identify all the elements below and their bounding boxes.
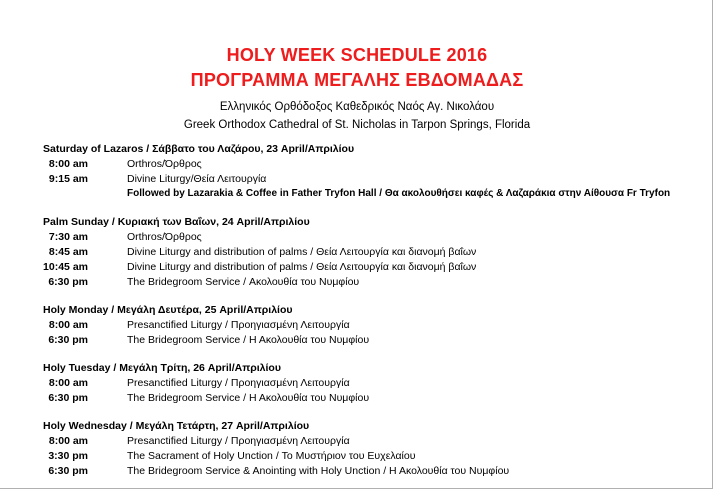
service-name: Divine Liturgy/Θεία Λειτουργία — [127, 173, 267, 185]
day-heading-holy-monday: Holy Monday / Μεγάλη Δευτέρα, 25 April/Απριλίου — [43, 304, 293, 316]
service-time: 8:00 am — [48, 158, 88, 170]
day-heading-holy-wednesday: Holy Wednesday / Μεγάλη Τετάρτη, 27 April/Απριλίου — [43, 420, 310, 432]
schedule-row — [0, 188, 714, 202]
service-name: Orthros/Όρθρος — [127, 158, 202, 170]
service-time: 6:30 pm — [48, 392, 88, 404]
church-name-greek: Ελληνικός Ορθόδοξος Καθεδρικός Ναός Αγ. Νικολάου — [219, 101, 495, 113]
service-name: The Sacrament of Holy Unction / Το Μυστήριον του Ευχελαίου — [127, 450, 416, 462]
schedule-row — [0, 435, 714, 449]
service-note: Followed by Lazarakia & Coffee in Father Tryfon Hall / Θα ακολουθήσει καφές & Λαζαράκια στην Αίθουσα Fr Tryfon — [127, 188, 671, 199]
schedule-row — [0, 173, 714, 187]
service-name: Presanctified Liturgy / Προηγιασμένη Λειτουργία — [127, 319, 350, 331]
schedule-row — [0, 246, 714, 260]
service-time: 8:45 am — [48, 246, 88, 258]
schedule-title-english: HOLY WEEK SCHEDULE 2016 — [226, 45, 488, 65]
service-time: 6:30 pm — [48, 276, 88, 288]
service-name: The Bridegroom Service & Anointing with Holy Unction / Η Ακολουθία του Νυμφίου — [127, 465, 510, 477]
service-time: 8:00 am — [48, 435, 88, 447]
service-name: Orthros/Όρθρος — [127, 231, 202, 243]
schedule-row — [0, 231, 714, 245]
service-time: 10:45 am — [43, 261, 88, 273]
schedule-row — [0, 261, 714, 275]
schedule-row — [0, 158, 714, 172]
schedule-row — [0, 276, 714, 290]
service-time: 8:00 am — [48, 377, 88, 389]
day-heading-holy-tuesday: Holy Tuesday / Μεγάλη Τρίτη, 26 April/Απριλίου — [43, 362, 281, 374]
service-time: 7:30 am — [48, 231, 88, 243]
service-name: Divine Liturgy and distribution of palms / Θεία Λειτουργία και διανομή βαΐων — [127, 246, 477, 258]
service-name: The Bridegroom Service / Η Ακολουθία του Νυμφίου — [127, 392, 370, 404]
service-time: 3:30 pm — [48, 450, 88, 462]
schedule-row — [0, 377, 714, 391]
service-time: 9:15 am — [48, 173, 88, 185]
schedule-title-greek: ΠΡΟΓΡΑΜΜΑ ΜΕΓΑΛΗΣ ΕΒΔΟΜΑΔΑΣ — [190, 70, 524, 90]
service-name: The Bridegroom Service / Ακολουθία του Νυμφίου — [127, 276, 360, 288]
service-name: Presanctified Liturgy / Προηγιασμένη Λειτουργία — [127, 435, 350, 447]
schedule-row — [0, 334, 714, 348]
day-heading-lazarus-saturday: Saturday of Lazaros / Σάββατο του Λαζάρου, 23 April/Απριλίου — [43, 143, 355, 155]
service-time: 8:00 am — [48, 319, 88, 331]
schedule-row — [0, 392, 714, 406]
schedule-row — [0, 319, 714, 333]
service-time: 6:30 pm — [48, 465, 88, 477]
service-name: Divine Liturgy and distribution of palms / Θεία Λειτουργία και διανομή βαΐων — [127, 261, 477, 273]
church-name-english: Greek Orthodox Cathedral of St. Nicholas in Tarpon Springs, Florida — [183, 119, 531, 131]
service-name: The Bridegroom Service / Η Ακολουθία του Νυμφίου — [127, 334, 370, 346]
schedule-row — [0, 465, 714, 479]
service-time: 6:30 pm — [48, 334, 88, 346]
service-name: Presanctified Liturgy / Προηγιασμένη Λειτουργία — [127, 377, 350, 389]
day-heading-palm-sunday: Palm Sunday / Κυριακή των Βαΐων, 24 April/Απριλίου — [43, 216, 310, 228]
schedule-row — [0, 450, 714, 464]
